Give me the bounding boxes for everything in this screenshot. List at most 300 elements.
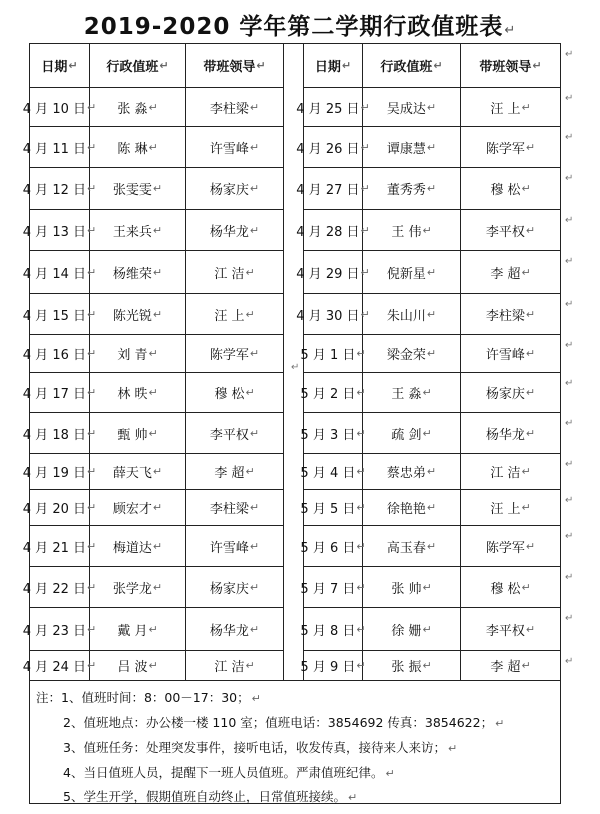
paragraph-mark-icon: ↵ xyxy=(87,182,97,195)
duty-person-cell-text: 戴 月 xyxy=(117,623,148,639)
paragraph-mark-icon: ↵ xyxy=(87,426,97,440)
header-leader-text: 带班领导 xyxy=(203,60,256,75)
date-cell xyxy=(300,373,366,412)
paragraph-mark-icon: ↵ xyxy=(87,386,97,399)
paragraph-mark-icon: ↵ xyxy=(521,265,531,279)
date-cell xyxy=(22,335,97,372)
notes-top-border xyxy=(29,680,561,681)
date-cell-text: 4 月 27 日 xyxy=(296,183,360,198)
leader-cell-text: 李平权 xyxy=(209,427,249,443)
paragraph-mark-icon: ↵ xyxy=(87,265,97,279)
paragraph-mark-icon: ↵ xyxy=(422,386,432,399)
date-cell-text: 4 月 17 日 xyxy=(22,387,86,402)
date-cell xyxy=(300,608,366,650)
leader-cell xyxy=(186,251,283,293)
date-cell-text: 4 月 28 日 xyxy=(296,224,360,240)
leader-cell-text: 汪 上 xyxy=(490,502,521,517)
paragraph-mark-icon: ↵ xyxy=(87,465,97,478)
paragraph-mark-icon: ↵ xyxy=(87,659,97,672)
paragraph-mark-icon: ↵ xyxy=(447,742,458,755)
paragraph-mark-icon: ↵ xyxy=(422,580,432,594)
row-end-mark-icon: ↵ xyxy=(565,340,574,351)
paragraph-mark-icon: ↵ xyxy=(87,580,97,594)
leader-cell-text: 汪 上 xyxy=(490,101,521,117)
header-duty-text: 行政值班 xyxy=(380,60,433,75)
leader-cell-text: 许雪峰 xyxy=(209,141,249,157)
paragraph-mark-icon: ↵ xyxy=(360,223,370,237)
row-end-mark-icon: ↵ xyxy=(565,215,574,226)
leader-cell xyxy=(186,454,283,489)
duty-person-cell xyxy=(363,526,460,566)
paragraph-mark-icon: ↵ xyxy=(356,465,366,478)
paragraph-mark-icon: ↵ xyxy=(249,223,260,237)
paragraph-mark-icon: ↵ xyxy=(256,59,266,72)
paragraph-mark-icon: ↵ xyxy=(87,307,97,321)
paragraph-mark-icon: ↵ xyxy=(504,23,517,38)
leader-cell xyxy=(186,490,283,525)
paragraph-mark-icon: ↵ xyxy=(525,307,536,321)
leader-cell-text: 陈学军 xyxy=(485,540,525,556)
duty-person-cell xyxy=(90,88,185,126)
column-divider xyxy=(560,43,561,680)
header-leader xyxy=(461,44,560,87)
paragraph-mark-icon: ↵ xyxy=(245,307,255,321)
leader-cell xyxy=(186,567,283,607)
paragraph-mark-icon: ↵ xyxy=(249,501,260,514)
paragraph-mark-icon: ↵ xyxy=(525,223,536,237)
paragraph-mark-icon: ↵ xyxy=(532,59,542,72)
leader-cell xyxy=(186,210,283,250)
duty-person-cell-text: 陈 琳 xyxy=(117,141,148,157)
leader-cell-text: 李柱梁 xyxy=(209,502,249,517)
paragraph-mark-icon: ↵ xyxy=(87,347,97,360)
duty-person-cell-text: 薛天飞 xyxy=(112,466,152,481)
header-leader-text: 带班领导 xyxy=(479,60,532,75)
date-cell xyxy=(296,168,370,209)
duty-person-cell-text: 高玉春 xyxy=(386,540,426,556)
note-text: 注：1、值班时间：8：00－17：30； xyxy=(36,690,250,705)
paragraph-mark-icon: ↵ xyxy=(68,59,78,72)
paragraph-mark-icon: ↵ xyxy=(249,347,260,360)
leader-cell xyxy=(461,526,560,566)
date-cell xyxy=(300,490,366,525)
date-cell-text: 5 月 4 日 xyxy=(300,466,356,481)
paragraph-mark-icon: ↵ xyxy=(426,501,437,514)
date-cell xyxy=(22,210,97,250)
duty-person-cell-text: 张 振 xyxy=(391,660,422,675)
duty-person-cell-text: 张学龙 xyxy=(112,581,152,597)
header-duty-text: 行政值班 xyxy=(106,60,159,75)
duty-person-cell-text: 朱山川 xyxy=(386,308,426,324)
duty-person-cell-text: 张 帅 xyxy=(391,581,422,597)
leader-cell xyxy=(461,210,560,250)
leader-cell xyxy=(461,454,560,489)
date-cell-text: 5 月 9 日 xyxy=(300,660,356,675)
date-cell-text: 4 月 18 日 xyxy=(22,427,86,443)
paragraph-mark-icon: ↵ xyxy=(525,622,536,636)
note-line xyxy=(63,787,357,805)
paragraph-mark-icon: ↵ xyxy=(356,539,366,553)
duty-person-cell xyxy=(90,526,185,566)
paragraph-mark-icon: ↵ xyxy=(360,182,370,195)
date-cell-text: 4 月 15 日 xyxy=(22,308,86,324)
row-end-mark-icon: ↵ xyxy=(565,132,574,143)
duty-person-cell-text: 蔡忠弟 xyxy=(386,466,426,481)
row-end-mark-icon: ↵ xyxy=(565,49,574,60)
duty-person-cell xyxy=(360,168,460,209)
duty-person-cell xyxy=(363,490,460,525)
row-end-mark-icon: ↵ xyxy=(565,459,574,470)
duty-person-cell-text: 张雯雯 xyxy=(112,183,152,198)
date-cell-text: 5 月 3 日 xyxy=(300,427,356,443)
paragraph-mark-icon: ↵ xyxy=(249,580,260,594)
leader-cell xyxy=(461,567,560,607)
paragraph-mark-icon: ↵ xyxy=(356,426,366,440)
duty-person-cell-text: 王 淼 xyxy=(391,387,422,402)
duty-person-cell-text: 吕 波 xyxy=(117,660,148,675)
date-cell xyxy=(22,373,97,412)
paragraph-mark-icon: ↵ xyxy=(152,501,163,514)
leader-cell xyxy=(461,608,560,650)
date-cell-text: 5 月 7 日 xyxy=(300,581,356,597)
paragraph-mark-icon: ↵ xyxy=(356,386,366,399)
date-cell xyxy=(22,567,97,607)
duty-person-cell xyxy=(360,294,460,334)
date-cell xyxy=(22,454,97,489)
date-cell-text: 4 月 14 日 xyxy=(22,266,86,282)
date-cell-text: 4 月 24 日 xyxy=(22,660,86,675)
leader-cell xyxy=(461,490,560,525)
paragraph-mark-icon: ↵ xyxy=(426,182,437,195)
paragraph-mark-icon: ↵ xyxy=(422,426,432,440)
date-cell-text: 4 月 19 日 xyxy=(22,466,86,481)
leader-cell-text: 陈学军 xyxy=(485,141,525,157)
leader-cell-text: 李 超 xyxy=(490,266,521,282)
date-cell xyxy=(22,413,97,453)
paragraph-mark-icon: ↵ xyxy=(360,100,370,114)
paragraph-mark-icon: ↵ xyxy=(356,659,366,672)
duty-person-cell xyxy=(90,608,185,650)
paragraph-mark-icon: ↵ xyxy=(249,182,260,195)
date-cell xyxy=(22,88,97,126)
header-date xyxy=(30,44,89,87)
duty-person-cell xyxy=(90,335,185,372)
leader-cell xyxy=(461,294,560,334)
title-text: 2019-2020 学年第二学期行政值班表 xyxy=(83,14,504,40)
duty-person-cell xyxy=(90,651,185,680)
note-text: 5、学生开学，假期值班自动终止，日常值班接续。 xyxy=(63,789,346,804)
leader-cell xyxy=(186,335,283,372)
date-cell xyxy=(300,413,366,453)
paragraph-mark-icon: ↵ xyxy=(249,140,260,154)
paragraph-mark-icon: ↵ xyxy=(356,580,366,594)
date-cell-text: 5 月 8 日 xyxy=(300,623,356,639)
header-date-text: 日期 xyxy=(314,60,341,75)
date-cell xyxy=(22,168,97,209)
leader-cell-text: 杨华龙 xyxy=(485,427,525,443)
paragraph-mark-icon: ↵ xyxy=(426,140,437,154)
paragraph-mark-icon: ↵ xyxy=(426,347,437,360)
date-cell-text: 4 月 10 日 xyxy=(22,101,86,117)
date-cell-text: 5 月 2 日 xyxy=(300,387,356,402)
paragraph-mark-icon: ↵ xyxy=(249,426,260,440)
date-cell xyxy=(296,294,370,334)
leader-cell-text: 杨家庆 xyxy=(485,387,525,402)
paragraph-mark-icon: ↵ xyxy=(521,182,531,195)
leader-cell-text: 李平权 xyxy=(485,224,525,240)
duty-person-cell-text: 倪新星 xyxy=(386,266,426,282)
row-end-mark-icon: ↵ xyxy=(565,299,574,310)
date-cell xyxy=(296,251,370,293)
leader-cell-text: 江 洁 xyxy=(490,466,521,481)
paragraph-mark-icon: ↵ xyxy=(426,265,437,279)
paragraph-mark-icon: ↵ xyxy=(521,100,531,114)
header-duty xyxy=(363,44,460,87)
paragraph-mark-icon: ↵ xyxy=(426,465,437,478)
duty-person-cell xyxy=(360,88,460,126)
leader-cell xyxy=(461,335,560,372)
notes-left-border xyxy=(29,680,30,803)
leader-cell-text: 李 超 xyxy=(490,660,521,675)
date-cell-text: 4 月 20 日 xyxy=(22,502,86,517)
duty-person-cell xyxy=(90,373,185,412)
duty-person-cell xyxy=(90,127,185,167)
duty-person-cell xyxy=(90,168,185,209)
paragraph-mark-icon: ↵ xyxy=(148,140,158,154)
paragraph-mark-icon: ↵ xyxy=(152,580,163,594)
paragraph-mark-icon: ↵ xyxy=(521,659,531,672)
leader-cell-text: 陈学军 xyxy=(209,348,249,363)
paragraph-mark-icon: ↵ xyxy=(152,265,163,279)
paragraph-mark-icon: ↵ xyxy=(87,539,97,553)
duty-person-cell xyxy=(360,251,460,293)
paragraph-mark-icon: ↵ xyxy=(152,539,163,553)
paragraph-mark-icon: ↵ xyxy=(360,307,370,321)
date-cell xyxy=(22,526,97,566)
leader-cell xyxy=(186,651,283,680)
duty-person-cell-text: 林 昳 xyxy=(117,387,148,402)
leader-cell-text: 江 洁 xyxy=(214,266,245,282)
leader-cell xyxy=(461,373,560,412)
paragraph-mark-icon: ↵ xyxy=(360,265,370,279)
duty-person-cell xyxy=(90,294,185,334)
paragraph-mark-icon: ↵ xyxy=(87,223,97,237)
page-title xyxy=(0,8,600,41)
duty-person-cell-text: 陈光锐 xyxy=(112,308,152,324)
note-text: 4、当日值班人员，提醒下一班人员值班。严肃值班纪律。 xyxy=(63,765,384,780)
duty-person-cell xyxy=(90,210,185,250)
leader-cell xyxy=(461,168,560,209)
paragraph-mark-icon: ↵ xyxy=(152,307,163,321)
date-cell xyxy=(300,567,366,607)
paragraph-mark-icon: ↵ xyxy=(251,692,261,705)
paragraph-mark-icon: ↵ xyxy=(148,100,158,114)
paragraph-mark-icon: ↵ xyxy=(521,580,531,594)
leader-cell-text: 穆 松 xyxy=(490,183,521,198)
date-cell xyxy=(300,454,366,489)
paragraph-mark-icon: ↵ xyxy=(341,59,352,72)
paragraph-mark-icon: ↵ xyxy=(245,659,255,672)
leader-cell-text: 杨华龙 xyxy=(209,224,249,240)
paragraph-mark-icon: ↵ xyxy=(291,362,300,373)
duty-person-cell xyxy=(363,454,460,489)
duty-person-cell-text: 谭康慧 xyxy=(386,141,426,157)
row-end-mark-icon: ↵ xyxy=(565,656,574,667)
paragraph-mark-icon: ↵ xyxy=(148,622,158,636)
paragraph-mark-icon: ↵ xyxy=(347,791,358,804)
note-text: 2、值班地点：办公楼一楼 110 室；值班电话：3854692 传真：3854622； xyxy=(63,715,494,730)
date-cell xyxy=(22,294,97,334)
row-end-mark-icon: ↵ xyxy=(565,173,574,184)
paragraph-mark-icon: ↵ xyxy=(87,140,97,154)
row-end-mark-icon: ↵ xyxy=(565,256,574,267)
paragraph-mark-icon: ↵ xyxy=(148,386,158,399)
paragraph-mark-icon: ↵ xyxy=(148,659,158,672)
paragraph-mark-icon: ↵ xyxy=(245,386,255,399)
date-cell-text: 4 月 26 日 xyxy=(296,141,360,157)
paragraph-mark-icon: ↵ xyxy=(422,223,432,237)
leader-cell-text: 杨家庆 xyxy=(209,183,249,198)
paragraph-mark-icon: ↵ xyxy=(356,501,366,514)
date-cell-text: 5 月 1 日 xyxy=(300,348,356,363)
duty-person-cell xyxy=(90,490,185,525)
paragraph-mark-icon: ↵ xyxy=(525,539,536,553)
paragraph-mark-icon: ↵ xyxy=(525,347,536,360)
duty-person-cell-text: 疏 剑 xyxy=(391,427,422,443)
leader-cell xyxy=(186,608,283,650)
leader-cell xyxy=(461,127,560,167)
leader-cell-text: 汪 上 xyxy=(214,308,245,324)
duty-person-cell-text: 甄 帅 xyxy=(117,427,148,443)
date-cell xyxy=(296,127,370,167)
date-cell xyxy=(296,210,370,250)
leader-cell xyxy=(186,294,283,334)
paragraph-mark-icon: ↵ xyxy=(249,622,260,636)
date-cell xyxy=(296,88,370,126)
note-line xyxy=(63,713,504,731)
duty-person-cell xyxy=(363,373,460,412)
notes-right-border xyxy=(560,680,561,803)
leader-cell xyxy=(461,413,560,453)
header-date xyxy=(304,44,362,87)
paragraph-mark-icon: ↵ xyxy=(426,100,437,114)
duty-person-cell-text: 顾宏才 xyxy=(112,502,152,517)
column-divider xyxy=(283,43,284,680)
note-line xyxy=(63,738,457,756)
paragraph-mark-icon: ↵ xyxy=(360,140,370,154)
duty-person-cell-text: 王来兵 xyxy=(112,224,152,240)
date-cell-text: 4 月 11 日 xyxy=(22,141,86,157)
date-cell-text: 4 月 13 日 xyxy=(22,224,86,240)
row-end-mark-icon: ↵ xyxy=(565,418,574,429)
paragraph-mark-icon: ↵ xyxy=(525,426,536,440)
paragraph-mark-icon: ↵ xyxy=(433,59,443,72)
date-cell-text: 4 月 25 日 xyxy=(296,101,360,117)
paragraph-mark-icon: ↵ xyxy=(159,59,169,72)
row-end-mark-icon: ↵ xyxy=(565,495,574,506)
date-cell xyxy=(22,651,97,680)
duty-person-cell-text: 杨维荣 xyxy=(112,266,152,282)
paragraph-mark-icon: ↵ xyxy=(152,223,163,237)
date-cell-text: 4 月 30 日 xyxy=(296,308,360,324)
date-cell-text: 5 月 5 日 xyxy=(300,502,356,517)
date-cell-text: 4 月 21 日 xyxy=(22,540,86,556)
leader-cell-text: 杨家庆 xyxy=(209,581,249,597)
leader-cell xyxy=(186,373,283,412)
leader-cell-text: 江 洁 xyxy=(214,660,245,675)
note-line xyxy=(63,763,395,781)
paragraph-mark-icon: ↵ xyxy=(422,622,432,636)
duty-person-cell xyxy=(360,210,460,250)
leader-cell xyxy=(186,168,283,209)
leader-cell-text: 穆 松 xyxy=(214,387,245,402)
leader-cell xyxy=(186,88,283,126)
date-cell-text: 4 月 16 日 xyxy=(22,348,86,363)
date-cell-text: 4 月 29 日 xyxy=(296,266,360,282)
paragraph-mark-icon: ↵ xyxy=(249,100,260,114)
date-cell xyxy=(300,651,366,680)
leader-cell-text: 杨华龙 xyxy=(209,623,249,639)
leader-cell xyxy=(186,413,283,453)
date-cell-text: 4 月 22 日 xyxy=(22,581,86,597)
row-end-mark-icon: ↵ xyxy=(565,378,574,389)
duty-person-cell-text: 徐 姗 xyxy=(391,623,422,639)
header-leader xyxy=(186,44,283,87)
duty-person-cell-text: 梅道达 xyxy=(112,540,152,556)
leader-cell-text: 李 超 xyxy=(214,466,245,481)
leader-cell xyxy=(461,88,560,126)
duty-person-cell xyxy=(90,567,185,607)
duty-person-cell xyxy=(360,127,460,167)
date-cell xyxy=(22,127,97,167)
paragraph-mark-icon: ↵ xyxy=(148,426,158,440)
paragraph-mark-icon: ↵ xyxy=(525,140,536,154)
date-cell xyxy=(22,251,97,293)
paragraph-mark-icon: ↵ xyxy=(495,717,505,730)
date-cell-text: 4 月 12 日 xyxy=(22,183,86,198)
duty-person-cell-text: 王 伟 xyxy=(391,224,422,240)
paragraph-mark-icon: ↵ xyxy=(426,539,437,553)
duty-person-cell xyxy=(363,335,460,372)
paragraph-mark-icon: ↵ xyxy=(356,347,366,360)
date-cell-text: 5 月 6 日 xyxy=(300,540,356,556)
header-date-text: 日期 xyxy=(41,60,68,75)
paragraph-mark-icon: ↵ xyxy=(245,265,255,279)
duty-person-cell xyxy=(90,454,185,489)
paragraph-mark-icon: ↵ xyxy=(426,307,437,321)
duty-person-cell-text: 徐艳艳 xyxy=(386,502,426,517)
date-cell xyxy=(22,608,97,650)
paragraph-mark-icon: ↵ xyxy=(249,539,260,553)
row-end-mark-icon: ↵ xyxy=(565,93,574,104)
date-cell xyxy=(22,490,97,525)
duty-person-cell xyxy=(363,608,460,650)
paragraph-mark-icon: ↵ xyxy=(356,622,366,636)
leader-cell-text: 李柱梁 xyxy=(485,308,525,324)
paragraph-mark-icon: ↵ xyxy=(152,182,163,195)
duty-person-cell-text: 张 淼 xyxy=(117,101,148,117)
note-text: 3、值班任务：处理突发事件，接听电话，收发传真，接待来人来访； xyxy=(63,740,446,755)
leader-cell-text: 李柱梁 xyxy=(209,101,249,117)
leader-cell xyxy=(186,127,283,167)
paragraph-mark-icon: ↵ xyxy=(87,100,97,114)
duty-person-cell xyxy=(363,651,460,680)
row-end-mark-icon: ↵ xyxy=(565,531,574,542)
paragraph-mark-icon: ↵ xyxy=(87,501,97,514)
duty-person-cell-text: 梁金荣 xyxy=(386,348,426,363)
paragraph-mark-icon: ↵ xyxy=(245,465,255,478)
duty-person-cell-text: 吴成达 xyxy=(386,101,426,117)
